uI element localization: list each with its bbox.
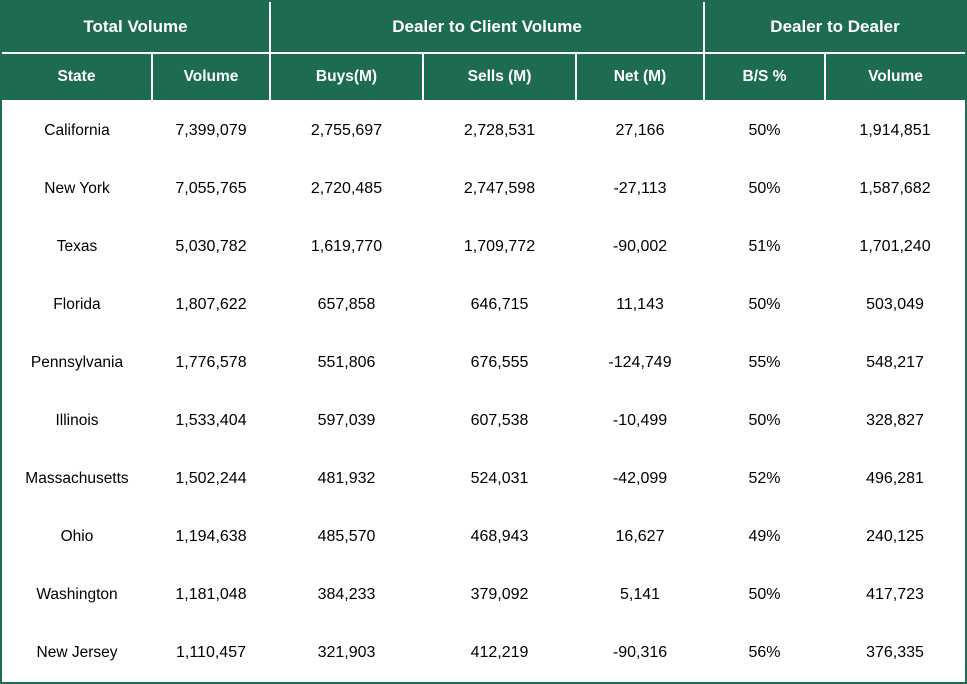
cell-total-volume: 7,055,765 — [152, 160, 270, 218]
cell-bs-percent: 55% — [704, 334, 825, 392]
cell-total-volume: 1,533,404 — [152, 392, 270, 450]
cell-dealer-volume: 503,049 — [825, 276, 965, 334]
cell-sells: 524,031 — [423, 450, 576, 508]
cell-bs-percent: 50% — [704, 392, 825, 450]
cell-state: Pennsylvania — [2, 334, 152, 392]
table-row — [2, 334, 965, 392]
column-header-row — [2, 53, 965, 101]
cell-buys: 481,932 — [270, 450, 423, 508]
cell-state: Florida — [2, 276, 152, 334]
cell-dealer-volume: 1,701,240 — [825, 218, 965, 276]
cell-total-volume: 1,110,457 — [152, 624, 270, 682]
cell-state: Texas — [2, 218, 152, 276]
table-row — [2, 450, 965, 508]
table-row — [2, 624, 965, 682]
cell-net: 27,166 — [576, 101, 704, 160]
cell-dealer-volume: 376,335 — [825, 624, 965, 682]
cell-dealer-volume: 548,217 — [825, 334, 965, 392]
cell-buys: 551,806 — [270, 334, 423, 392]
cell-state: New York — [2, 160, 152, 218]
cell-sells: 412,219 — [423, 624, 576, 682]
cell-bs-percent: 50% — [704, 101, 825, 160]
cell-state: Ohio — [2, 508, 152, 566]
cell-sells: 2,728,531 — [423, 101, 576, 160]
column-header-buys: Buys(M) — [270, 53, 423, 101]
cell-bs-percent: 50% — [704, 276, 825, 334]
table-row — [2, 218, 965, 276]
table-head — [2, 2, 965, 101]
cell-state: Massachusetts — [2, 450, 152, 508]
column-header-net: Net (M) — [576, 53, 704, 101]
cell-total-volume: 1,807,622 — [152, 276, 270, 334]
cell-total-volume: 5,030,782 — [152, 218, 270, 276]
cell-net: -90,002 — [576, 218, 704, 276]
cell-dealer-volume: 328,827 — [825, 392, 965, 450]
cell-bs-percent: 52% — [704, 450, 825, 508]
cell-net: 5,141 — [576, 566, 704, 624]
table-row — [2, 160, 965, 218]
cell-buys: 597,039 — [270, 392, 423, 450]
cell-net: 11,143 — [576, 276, 704, 334]
cell-buys: 485,570 — [270, 508, 423, 566]
cell-net: -42,099 — [576, 450, 704, 508]
cell-buys: 1,619,770 — [270, 218, 423, 276]
cell-bs-percent: 49% — [704, 508, 825, 566]
cell-bs-percent: 51% — [704, 218, 825, 276]
cell-dealer-volume: 1,914,851 — [825, 101, 965, 160]
table-body — [2, 101, 965, 682]
column-header-state: State — [2, 53, 152, 101]
group-header-dealer-to-dealer: Dealer to Dealer — [704, 2, 965, 53]
cell-sells: 1,709,772 — [423, 218, 576, 276]
cell-buys: 384,233 — [270, 566, 423, 624]
column-header-total-volume: Volume — [152, 53, 270, 101]
column-header-bs-percent: B/S % — [704, 53, 825, 101]
table-row — [2, 508, 965, 566]
cell-net: -90,316 — [576, 624, 704, 682]
group-header-total-volume: Total Volume — [2, 2, 270, 53]
cell-dealer-volume: 1,587,682 — [825, 160, 965, 218]
cell-buys: 2,755,697 — [270, 101, 423, 160]
cell-net: -27,113 — [576, 160, 704, 218]
cell-total-volume: 1,194,638 — [152, 508, 270, 566]
cell-buys: 657,858 — [270, 276, 423, 334]
cell-sells: 468,943 — [423, 508, 576, 566]
cell-bs-percent: 50% — [704, 566, 825, 624]
cell-buys: 321,903 — [270, 624, 423, 682]
cell-dealer-volume: 496,281 — [825, 450, 965, 508]
column-header-dealer-volume: Volume — [825, 53, 965, 101]
cell-total-volume: 1,181,048 — [152, 566, 270, 624]
cell-net: -10,499 — [576, 392, 704, 450]
table-row — [2, 101, 965, 160]
cell-state: Washington — [2, 566, 152, 624]
cell-net: -124,749 — [576, 334, 704, 392]
cell-sells: 607,538 — [423, 392, 576, 450]
group-header-row — [2, 2, 965, 53]
cell-buys: 2,720,485 — [270, 160, 423, 218]
cell-sells: 379,092 — [423, 566, 576, 624]
cell-dealer-volume: 417,723 — [825, 566, 965, 624]
cell-sells: 676,555 — [423, 334, 576, 392]
cell-total-volume: 1,776,578 — [152, 334, 270, 392]
cell-bs-percent: 56% — [704, 624, 825, 682]
cell-state: California — [2, 101, 152, 160]
cell-total-volume: 7,399,079 — [152, 101, 270, 160]
cell-total-volume: 1,502,244 — [152, 450, 270, 508]
column-header-sells: Sells (M) — [423, 53, 576, 101]
table-row — [2, 276, 965, 334]
cell-state: New Jersey — [2, 624, 152, 682]
table-row — [2, 566, 965, 624]
cell-state: Illinois — [2, 392, 152, 450]
volume-table — [2, 2, 965, 682]
cell-bs-percent: 50% — [704, 160, 825, 218]
cell-net: 16,627 — [576, 508, 704, 566]
table-row — [2, 392, 965, 450]
cell-sells: 2,747,598 — [423, 160, 576, 218]
group-header-dealer-to-client-volume: Dealer to Client Volume — [270, 2, 704, 53]
cell-sells: 646,715 — [423, 276, 576, 334]
cell-dealer-volume: 240,125 — [825, 508, 965, 566]
